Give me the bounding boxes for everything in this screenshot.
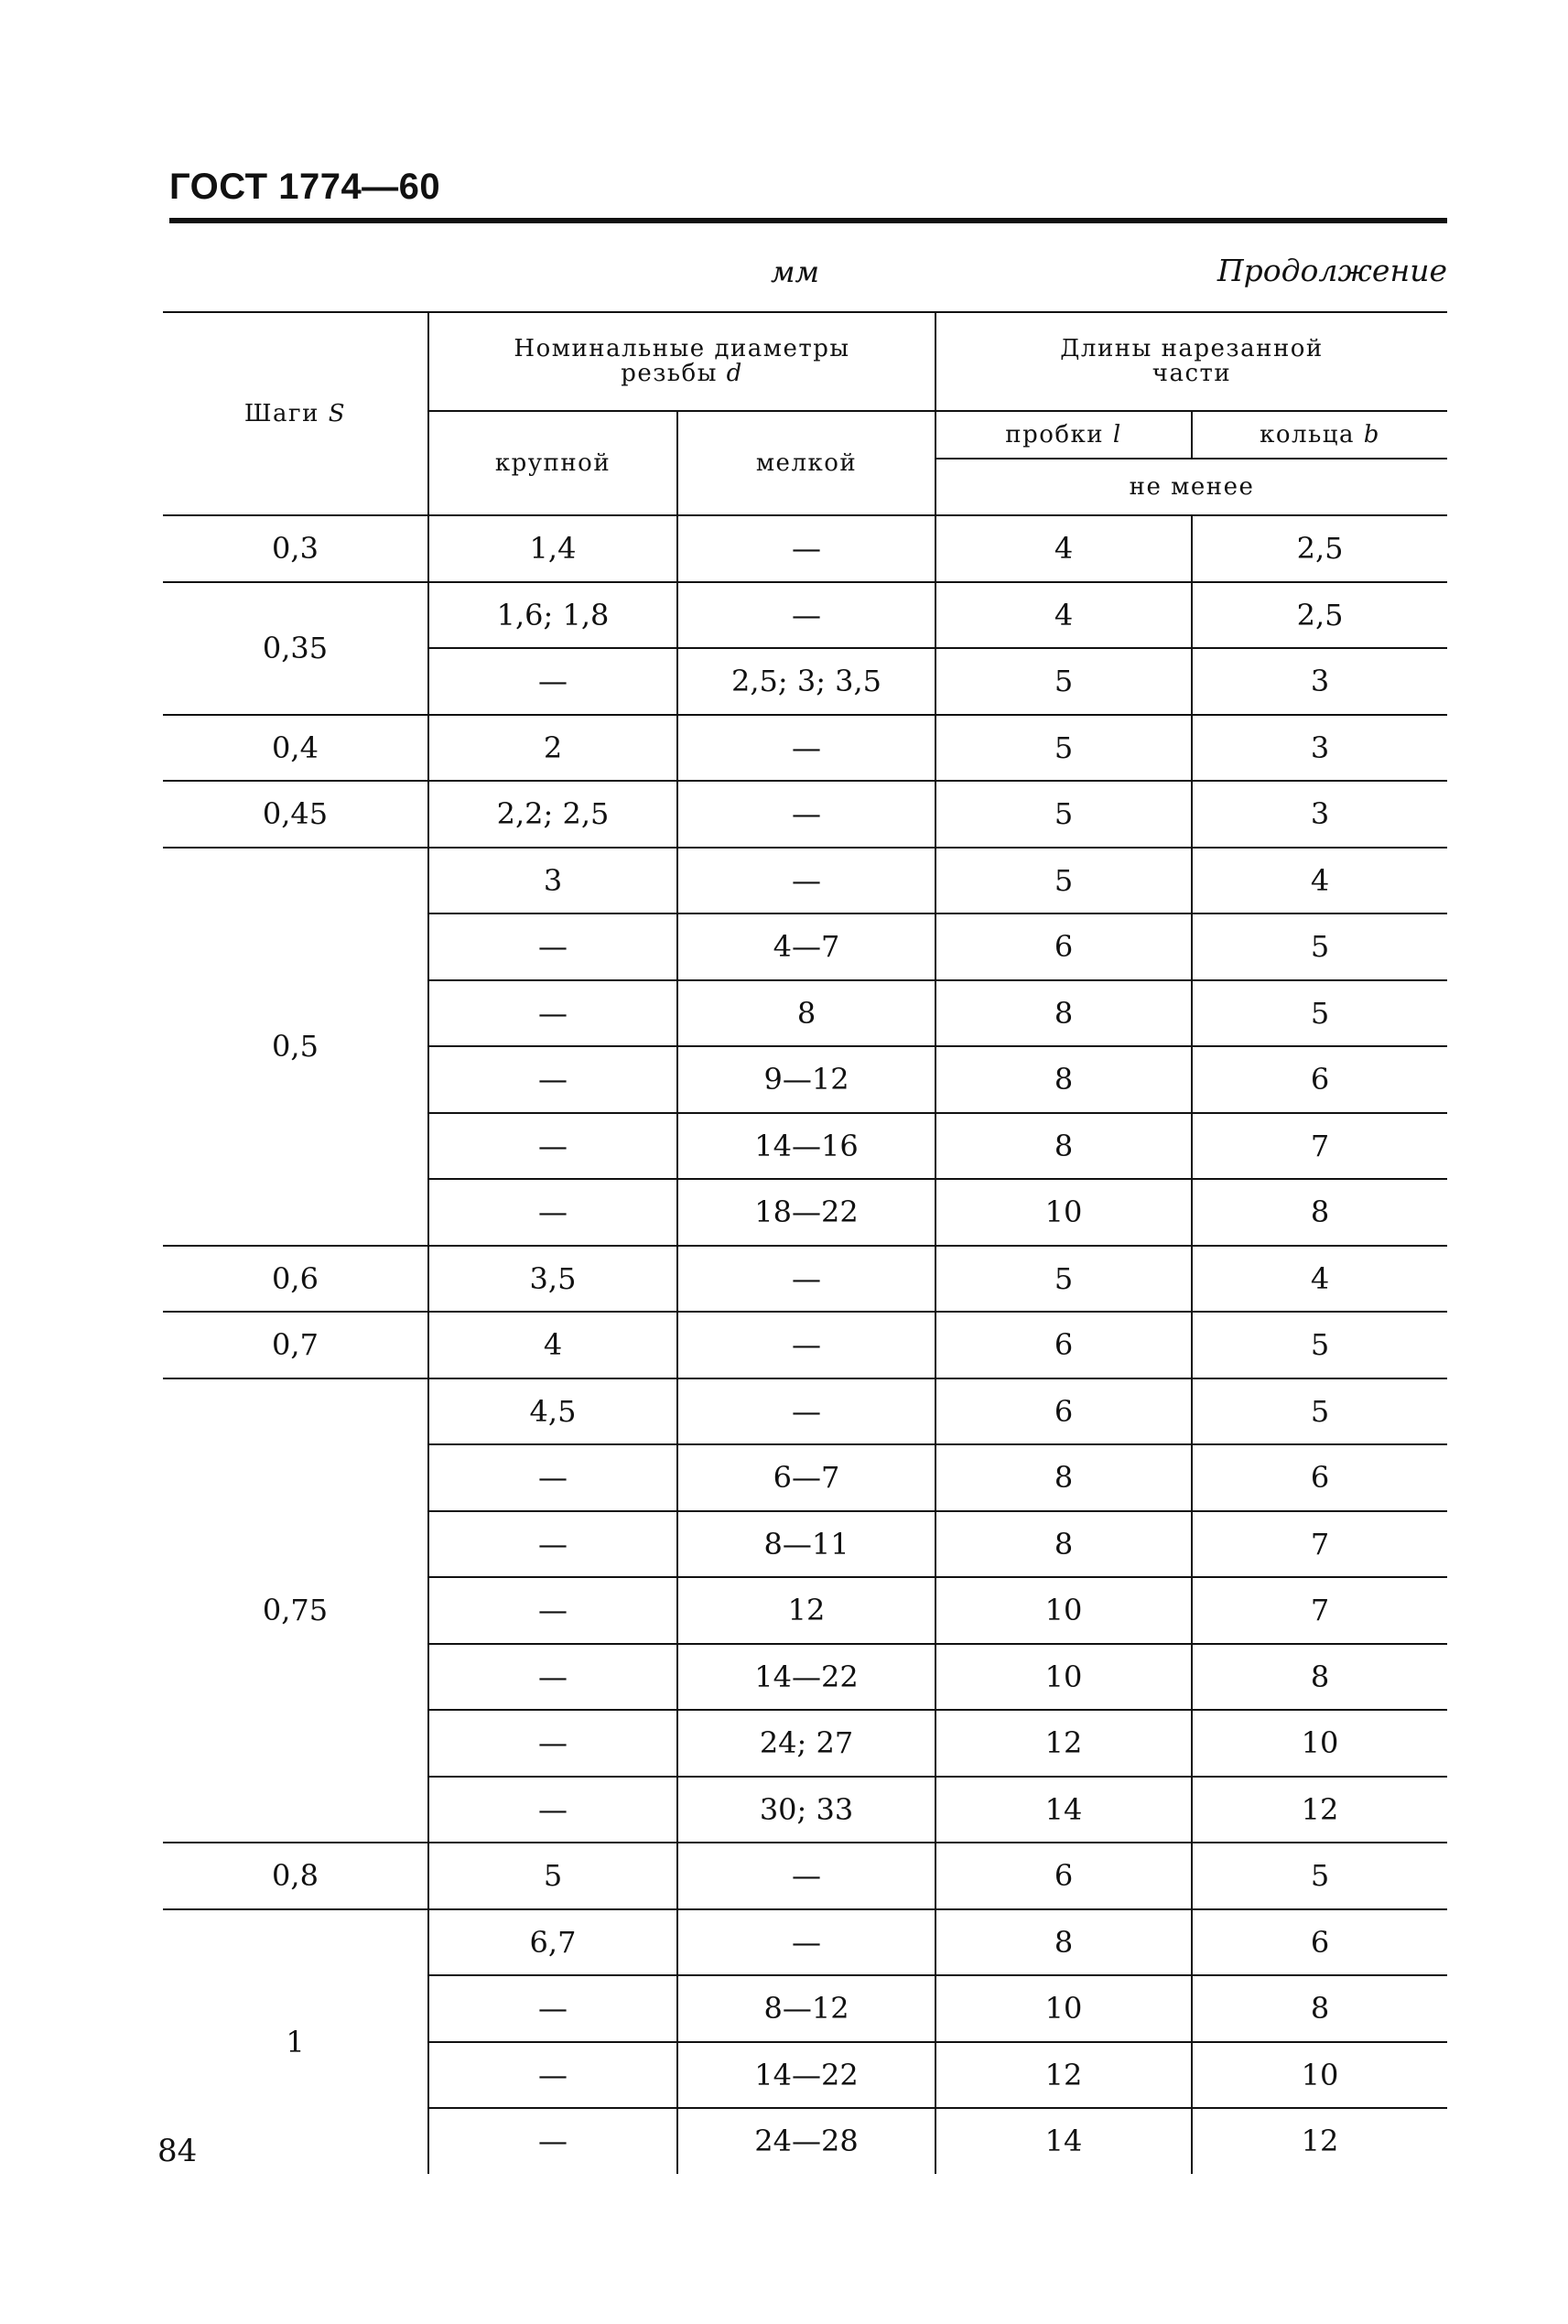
header-ring-var: b xyxy=(1363,420,1380,449)
cell-plug: 10 xyxy=(935,1577,1192,1644)
table-row xyxy=(163,1843,1447,1909)
cell-fine: 14—16 xyxy=(677,1113,935,1180)
cell-coarse: 1,4 xyxy=(428,515,677,582)
cell-ring: 12 xyxy=(1192,1777,1447,1843)
cell-plug: 4 xyxy=(935,515,1192,582)
header-nominal-line1: Номинальные диаметры xyxy=(514,335,850,362)
cell-coarse: 3,5 xyxy=(428,1246,677,1313)
cell-fine: — xyxy=(677,1378,935,1445)
cell-fine: — xyxy=(677,848,935,914)
cell-ring: 8 xyxy=(1192,1644,1447,1711)
header-thread-length xyxy=(935,312,1447,411)
cell-ring: 10 xyxy=(1192,2042,1447,2109)
cell-ring: 8 xyxy=(1192,1179,1447,1246)
cell-ring: 3 xyxy=(1192,781,1447,848)
cell-fine: — xyxy=(677,1843,935,1909)
cell-plug: 8 xyxy=(935,1113,1192,1180)
cell-plug: 8 xyxy=(935,1511,1192,1578)
cell-coarse: — xyxy=(428,1777,677,1843)
title-rule xyxy=(169,218,1447,223)
cell-step: 0,7 xyxy=(163,1312,428,1378)
cell-coarse: — xyxy=(428,1046,677,1113)
cell-ring: 2,5 xyxy=(1192,515,1447,582)
cell-fine: 12 xyxy=(677,1577,935,1644)
cell-plug: 6 xyxy=(935,913,1192,980)
cell-fine: — xyxy=(677,1246,935,1313)
table-row xyxy=(163,1312,1447,1378)
table-row xyxy=(163,715,1447,782)
table-header xyxy=(163,312,1447,515)
cell-ring: 12 xyxy=(1192,2108,1447,2174)
cell-coarse: — xyxy=(428,1644,677,1711)
cell-ring: 5 xyxy=(1192,1312,1447,1378)
cell-fine: 24—28 xyxy=(677,2108,935,2174)
table-row xyxy=(163,515,1447,582)
cell-fine: 9—12 xyxy=(677,1046,935,1113)
cell-coarse: — xyxy=(428,2108,677,2174)
cell-fine: 8—12 xyxy=(677,1975,935,2042)
cell-ring: 3 xyxy=(1192,648,1447,715)
cell-coarse: 4,5 xyxy=(428,1378,677,1445)
cell-plug: 5 xyxy=(935,1246,1192,1313)
table-row xyxy=(163,1378,1447,1445)
cell-plug: 5 xyxy=(935,715,1192,782)
table-row xyxy=(163,848,1447,914)
header-length-line2: части xyxy=(1152,360,1232,387)
header-ring xyxy=(1192,411,1447,459)
cell-plug: 6 xyxy=(935,1312,1192,1378)
cell-step: 0,3 xyxy=(163,515,428,582)
cell-coarse: — xyxy=(428,1975,677,2042)
cell-plug: 4 xyxy=(935,582,1192,649)
table-body xyxy=(163,515,1447,2174)
cell-plug: 10 xyxy=(935,1179,1192,1246)
header-length-line1: Длины нарезанной xyxy=(1060,335,1324,362)
cell-step: 0,35 xyxy=(163,582,428,715)
header-fine: мелкой xyxy=(677,411,935,515)
cell-fine: 8—11 xyxy=(677,1511,935,1578)
cell-coarse: — xyxy=(428,913,677,980)
units-label: мм xyxy=(771,254,820,289)
cell-plug: 5 xyxy=(935,781,1192,848)
cell-coarse: — xyxy=(428,980,677,1047)
cell-coarse: 4 xyxy=(428,1312,677,1378)
cell-plug: 8 xyxy=(935,1444,1192,1511)
cell-plug: 6 xyxy=(935,1378,1192,1445)
cell-fine: — xyxy=(677,515,935,582)
header-plug xyxy=(935,411,1192,459)
cell-plug: 6 xyxy=(935,1843,1192,1909)
cell-coarse: — xyxy=(428,1577,677,1644)
cell-fine: 14—22 xyxy=(677,2042,935,2109)
cell-plug: 8 xyxy=(935,980,1192,1047)
cell-coarse: 6,7 xyxy=(428,1909,677,1976)
cell-coarse: 1,6; 1,8 xyxy=(428,582,677,649)
cell-step: 1 xyxy=(286,2024,305,2059)
table-row xyxy=(163,781,1447,848)
cell-plug: 14 xyxy=(935,2108,1192,2174)
header-step xyxy=(163,312,428,515)
cell-ring: 5 xyxy=(1192,1378,1447,1445)
cell-ring: 5 xyxy=(1192,913,1447,980)
cell-fine: — xyxy=(677,582,935,649)
cell-ring: 7 xyxy=(1192,1113,1447,1180)
cell-fine: — xyxy=(677,1909,935,1976)
cell-fine: 30; 33 xyxy=(677,1777,935,1843)
cell-ring: 3 xyxy=(1192,715,1447,782)
cell-ring: 4 xyxy=(1192,848,1447,914)
cell-fine: — xyxy=(677,1312,935,1378)
cell-plug: 8 xyxy=(935,1046,1192,1113)
cell-ring: 2,5 xyxy=(1192,582,1447,649)
cell-ring: 5 xyxy=(1192,980,1447,1047)
header-min-note: не менее xyxy=(935,459,1447,515)
header-step-label: Шаги xyxy=(243,399,320,427)
header-nominal-diameters xyxy=(428,312,935,411)
cell-coarse: 2,2; 2,5 xyxy=(428,781,677,848)
cell-step: 0,45 xyxy=(163,781,428,848)
cell-ring: 7 xyxy=(1192,1577,1447,1644)
header-plug-var: l xyxy=(1112,420,1122,449)
cell-fine: 18—22 xyxy=(677,1179,935,1246)
cell-step: 0,6 xyxy=(163,1246,428,1313)
cell-ring: 8 xyxy=(1192,1975,1447,2042)
cell-plug: 5 xyxy=(935,648,1192,715)
cell-coarse: — xyxy=(428,1511,677,1578)
cell-coarse: 2 xyxy=(428,715,677,782)
header-nominal-var: d xyxy=(726,360,743,387)
table-row xyxy=(163,1909,1447,1976)
cell-ring: 6 xyxy=(1192,1444,1447,1511)
cell-plug: 12 xyxy=(935,1710,1192,1777)
cell-step: 0,75 xyxy=(163,1378,428,1843)
document-title: ГОСТ 1774—60 xyxy=(169,167,441,207)
header-step-var: S xyxy=(328,399,347,427)
cell-ring: 4 xyxy=(1192,1246,1447,1313)
cell-fine: 2,5; 3; 3,5 xyxy=(677,648,935,715)
cell-plug: 5 xyxy=(935,848,1192,914)
thread-length-table xyxy=(163,311,1447,2174)
cell-coarse: — xyxy=(428,1113,677,1180)
cell-step: 0,4 xyxy=(163,715,428,782)
continued-label: Продолжение xyxy=(1217,253,1447,288)
cell-coarse: 5 xyxy=(428,1843,677,1909)
cell-plug: 14 xyxy=(935,1777,1192,1843)
cell-plug: 10 xyxy=(935,1644,1192,1711)
table-row xyxy=(163,1246,1447,1313)
header-plug-label: пробки xyxy=(1005,420,1105,449)
cell-ring: 10 xyxy=(1192,1710,1447,1777)
cell-step: 0,5 xyxy=(163,848,428,1246)
table-row xyxy=(163,582,1447,649)
cell-fine: 6—7 xyxy=(677,1444,935,1511)
cell-ring: 6 xyxy=(1192,1046,1447,1113)
cell-ring: 5 xyxy=(1192,1843,1447,1909)
cell-ring: 6 xyxy=(1192,1909,1447,1976)
cell-fine: 14—22 xyxy=(677,1644,935,1711)
cell-step: 0,8 xyxy=(163,1843,428,1909)
cell-coarse: 3 xyxy=(428,848,677,914)
cell-fine: 8 xyxy=(677,980,935,1047)
cell-coarse: — xyxy=(428,2042,677,2109)
header-coarse: крупной xyxy=(428,411,677,515)
cell-coarse: — xyxy=(428,1179,677,1246)
cell-plug: 12 xyxy=(935,2042,1192,2109)
cell-plug: 8 xyxy=(935,1909,1192,1976)
cell-ring: 7 xyxy=(1192,1511,1447,1578)
cell-plug: 10 xyxy=(935,1975,1192,2042)
cell-coarse: — xyxy=(428,648,677,715)
header-ring-label: кольца xyxy=(1260,420,1355,449)
cell-fine: — xyxy=(677,715,935,782)
page-number: 84 xyxy=(157,2133,198,2169)
header-nominal-line2: резьбы xyxy=(621,360,718,387)
cell-fine: 24; 27 xyxy=(677,1710,935,1777)
cell-fine: 4—7 xyxy=(677,913,935,980)
cell-coarse: — xyxy=(428,1444,677,1511)
cell-fine: — xyxy=(677,781,935,848)
cell-coarse: — xyxy=(428,1710,677,1777)
